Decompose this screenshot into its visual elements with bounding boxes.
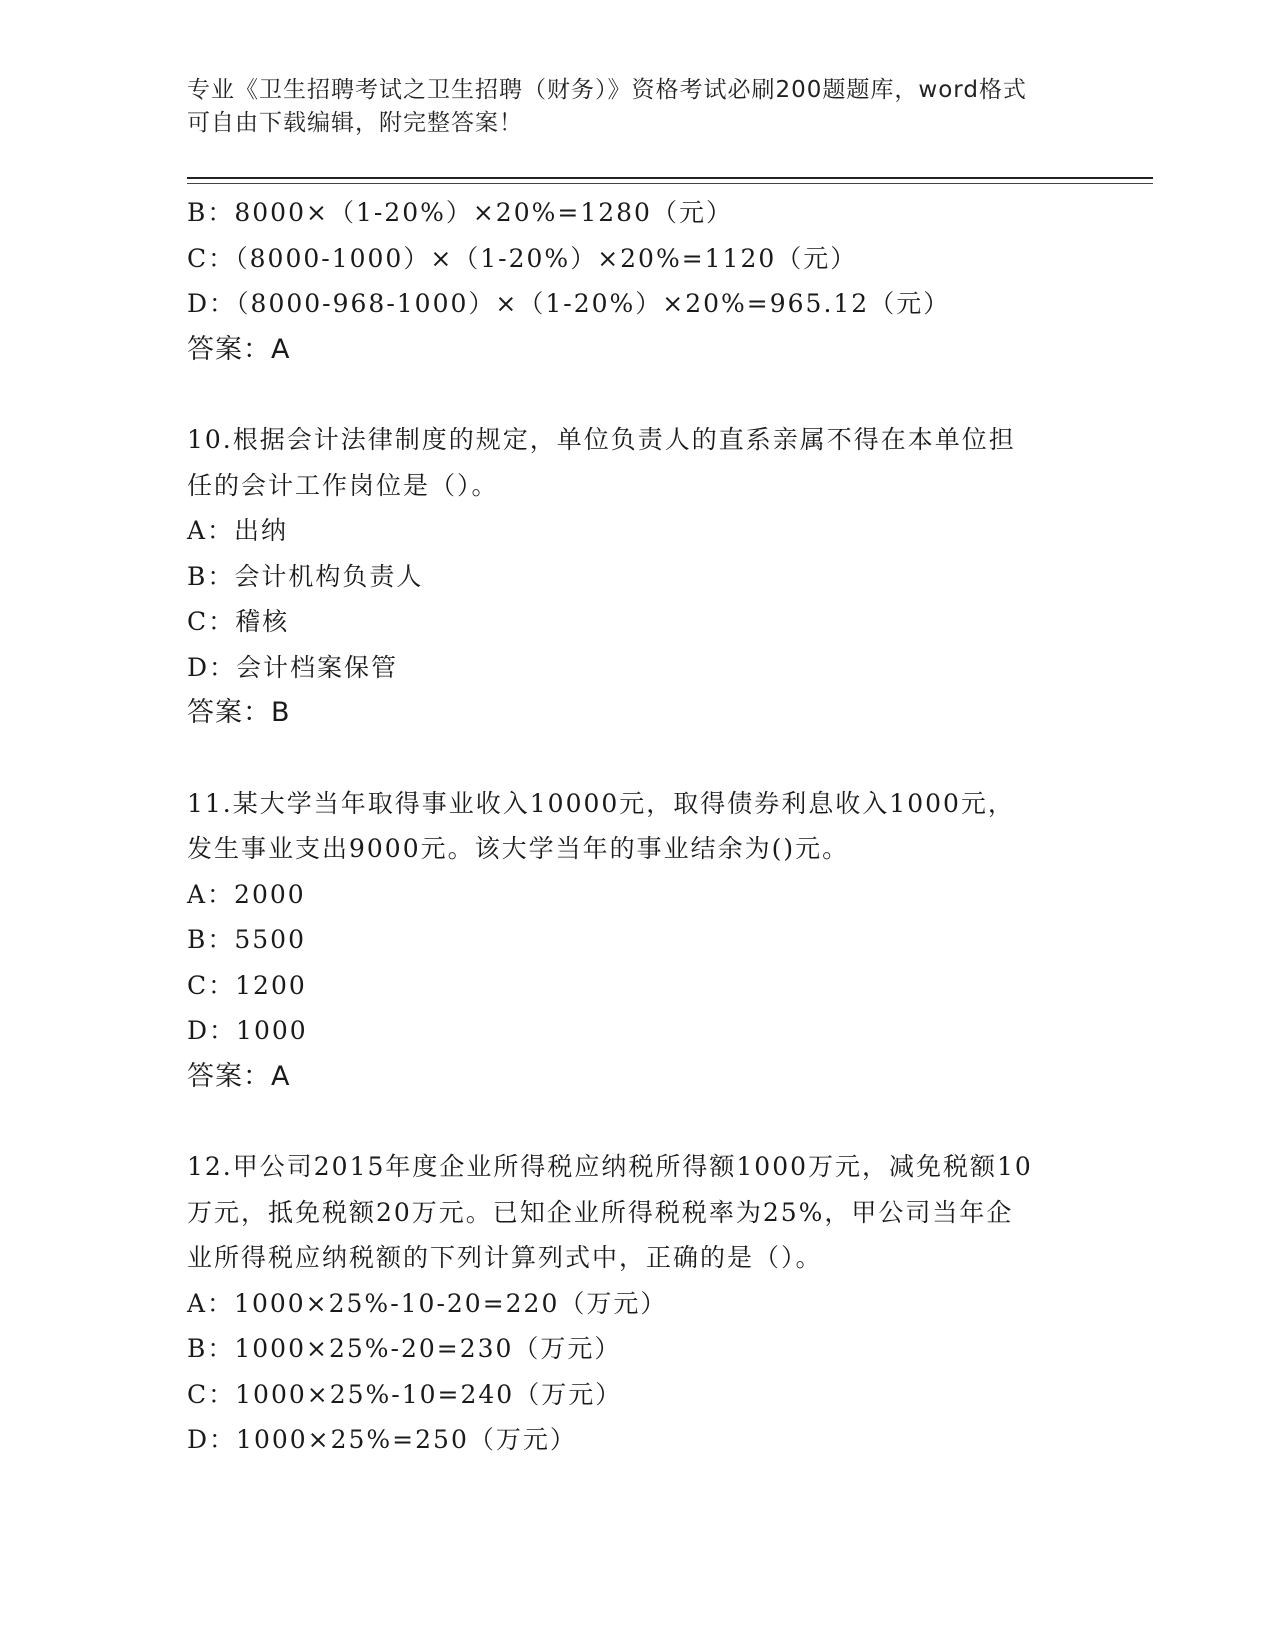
answer-label: 答案：A [187,333,291,365]
spacer [187,372,1087,417]
question-text-line: 任的会计工作岗位是（）。 [187,470,499,500]
question-text-line: 11.某大学当年取得事业收入10000元，取得债券利息收入1000元， [187,788,1015,818]
question-text-line: 发生事业支出9000元。该大学当年的事业结余为()元。 [187,834,850,863]
question-text-line: 万元，抵免税额20万元。已知企业所得税税率为25%，甲公司当年企 [187,1197,1014,1227]
option-d: D：1000 [187,1016,308,1045]
header-divider-thin [187,183,1153,184]
spacer [187,1099,1087,1144]
option-d: D：会计档案保管 [187,652,399,682]
option-c: C：稽核 [187,607,290,636]
option-b: B：会计机构负责人 [187,561,424,591]
option-c: C：1200 [187,970,307,1000]
question-text-line: 10.根据会计法律制度的规定，单位负责人的直系亲属不得在本单位担 [187,425,1016,454]
option-c: C：（8000-1000）×（1-20%）×20%=1120（元） [187,243,858,273]
answer-label: 答案：B [187,697,291,728]
option-a: A：1000×25%-10-20=220（万元） [187,1288,668,1318]
option-d: D：（8000-968-1000）×（1-20%）×20%=965.12（元） [187,289,951,318]
answer-label: 答案：A [187,1060,291,1092]
option-b: B：8000×（1-20%）×20%=1280（元） [187,198,733,227]
question-text-line: 业所得税应纳税额的下列计算列式中，正确的是（）。 [187,1243,823,1272]
option-d: D：1000×25%=250（万元） [187,1425,577,1454]
header-title-line-1: 专业《卫生招聘考试之卫生招聘（财务）》资格考试必刷200题题库，word格式 [187,77,1027,103]
option-c: C：1000×25%-10=240（万元） [187,1379,623,1409]
question-block-10 [187,417,1087,736]
header-title-line-2: 可自由下载编辑，附完整答案！ [187,110,523,136]
question-block-9 [187,190,1087,372]
question-text-line: 12.甲公司2015年度企业所得税应纳税所得额1000万元，减免税额10 [187,1152,1033,1181]
option-b: B：5500 [187,925,306,954]
question-block-11 [187,781,1087,1100]
header-divider-thick [187,177,1153,179]
question-content [187,190,1087,1463]
option-b: B：1000×25%-20=230（万元） [187,1334,622,1363]
option-a: A：2000 [187,879,306,909]
spacer [187,736,1087,781]
question-block-12 [187,1144,1087,1463]
page-header [187,74,1087,140]
option-a: A：出纳 [187,516,289,545]
